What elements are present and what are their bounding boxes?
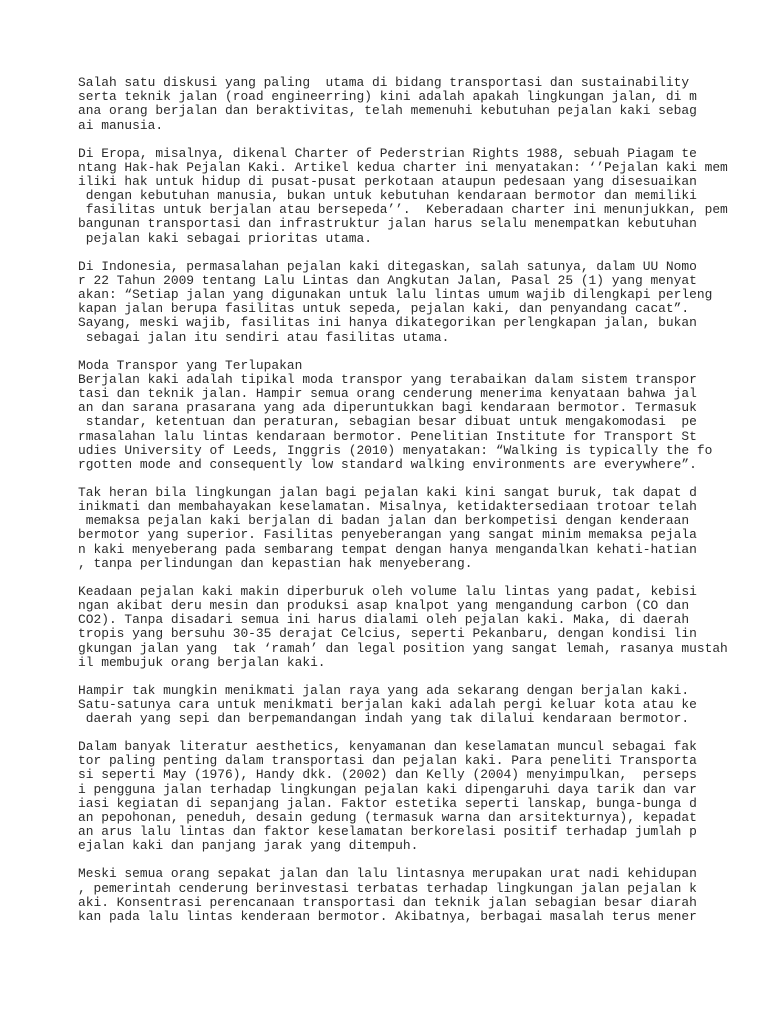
text-line: memaksa pejalan kaki berjalan di badan jalan dan berkompetisi dengan kenderaan [78,513,690,529]
text-line: rmasalahan lalu lintas kendaraan bermotor. Penelitian Institute for Transport St [78,428,697,444]
text-line: pejalan kaki sebagai prioritas utama. [78,230,372,246]
paragraph-2 [78,147,768,246]
text-line: standar, ketentuan dan peraturan, sebagian besar dibuat untuk mengakomodasi pe [78,414,697,430]
text-line: n kaki menyeberang pada sembarang tempat dengan hanya mengandalkan kehati-hatian [78,541,697,557]
text-line: kan pada lalu lintas kenderaan bermotor. Akibatnya, berbagai masalah terus mener [78,908,697,924]
text-line: si seperti May (1976), Handy dkk. (2002) dan Kelly (2004) menyimpulkan, perseps [78,767,697,783]
text-line: an dan sarana prasarana yang ada diperuntukkan bagi kendaraan bermotor. Termasuk [78,400,697,416]
text-line: gkungan jalan yang tak ‘ramah’ dan legal position yang sangat lemah, rasanya mustah [78,640,728,656]
paragraph-8 [78,740,768,854]
text-line: aki. Konsentrasi perencanaan transportasi dan teknik jalan sebagian besar diarah [78,894,697,910]
text-line: serta teknik jalan (road engineerring) kini adalah apakah lingkungan jalan, di m [78,89,697,105]
text-line: tasi dan teknik jalan. Hampir semua orang cenderung menerima kenyataan bahwa jal [78,385,697,401]
text-line: rgotten mode and consequently low standard walking environments are everywhere”. [78,456,697,472]
text-line: , pemerintah cenderung berinvestasi terbatas terhadap lingkungan jalan pejalan k [78,880,697,896]
text-line: an pepohonan, peneduh, desain gedung (termasuk warna dan arsitekturnya), kepadat [78,810,697,826]
text-line: inikmati dan membahayakan keselamatan. Misalnya, ketidaktersediaan trotoar telah [78,499,697,515]
text-line: akan: “Setiap jalan yang digunakan untuk lalu lintas umum wajib dilengkapi perleng [78,287,713,303]
paragraph-9 [78,867,768,924]
text-line: dengan kebutuhan manusia, bukan untuk kebutuhan kendaraan bermotor dan memiliki [78,188,697,204]
text-line: i pengguna jalan terhadap lingkungan pejalan kaki dipengaruhi daya tarik dan var [78,781,697,797]
text-line: ntang Hak-hak Pejalan Kaki. Artikel kedua charter ini menyatakan: ‘’Pejalan kaki mem [78,159,728,175]
text-line: ai manusia. [78,117,164,133]
text-line: Salah satu diskusi yang paling utama di bidang transportasi dan sustainability [78,75,690,90]
text-line: Berjalan kaki adalah tipikal moda transpor yang terabaikan dalam sistem transpor [78,371,697,387]
paragraph-6 [78,585,768,670]
paragraph-5 [78,486,768,571]
text-line: Dalam banyak literatur aesthetics, kenyamanan dan keselamatan muncul sebagai fak [78,739,697,755]
text-line: udies University of Leeds, Inggris (2010) menyatakan: “Walking is typically the fo [78,442,713,458]
text-line: kapan jalan berupa fasilitas untuk sepeda, pejalan kaki, dan penyandang cacat”. [78,301,690,317]
text-line: Tak heran bila lingkungan jalan bagi pejalan kaki kini sangat buruk, tak dapat d [78,484,697,500]
text-line: , tanpa perlindungan dan kepastian hak menyeberang. [78,555,473,571]
text-line: tor paling penting dalam transportasi dan pejalan kaki. Para peneliti Transporta [78,753,697,769]
paragraph-4 [78,359,768,473]
text-line: Keadaan pejalan kaki makin diperburuk oleh volume lalu lintas yang padat, kebisi [78,583,697,599]
text-line: ejalan kaki dan panjang jarak yang ditempuh. [78,838,419,854]
text-line: tropis yang bersuhu 30-35 derajat Celcius, seperti Pekanbaru, dengan kondisi lin [78,626,697,642]
text-line: an arus lalu lintas dan faktor keselamatan berkorelasi positif terhadap jumlah p [78,824,697,840]
text-line: fasilitas untuk berjalan atau bersepeda’’. Keberadaan charter ini menunjukkan, pem [78,202,728,218]
text-line: Di Indonesia, permasalahan pejalan kaki ditegaskan, salah satunya, dalam UU Nomo [78,258,697,274]
text-line: Meski semua orang sepakat jalan dan lalu lintasnya merupakan urat nadi kehidupan [78,866,697,882]
text-line: CO2). Tanpa disadari semua ini harus dialami oleh pejalan kaki. Maka, di daerah [78,612,690,628]
text-line: ana orang berjalan dan beraktivitas, telah memenuhi kebutuhan pejalan kaki sebag [78,103,697,119]
paragraph-7 [78,684,768,727]
text-line: Hampir tak mungkin menikmati jalan raya yang ada sekarang dengan berjalan kaki. [78,682,690,698]
article-body [78,76,768,938]
text-line: ngan akibat deru mesin dan produksi asap knalpot yang mengandung carbon (CO dan [78,597,690,613]
text-line: sebagai jalan itu sendiri atau fasilitas utama. [78,329,450,345]
text-line: il membujuk orang berjalan kaki. [78,654,326,670]
text-line: bangunan transportasi dan infrastruktur jalan harus selalu menempatkan kebutuhan [78,216,697,232]
text-line: daerah yang sepi dan berpemandangan indah yang tak dilalui kendaraan bermotor. [78,711,690,727]
text-line: Satu-satunya cara untuk menikmati berjalan kaki adalah pergi keluar kota atau ke [78,696,697,712]
section-heading: Moda Transpor yang Terlupakan [78,357,303,373]
text-line: Di Eropa, misalnya, dikenal Charter of Pederstrian Rights 1988, sebuah Piagam te [78,145,697,161]
text-line: bermotor yang superior. Fasilitas penyeberangan yang sangat minim memaksa pejala [78,527,697,543]
text-line: r 22 Tahun 2009 tentang Lalu Lintas dan Angkutan Jalan, Pasal 25 (1) yang menyat [78,272,697,288]
text-line: iasi kegiatan di sepanjang jalan. Faktor estetika seperti lanskap, bunga-bunga d [78,795,697,811]
paragraph-3 [78,260,768,345]
paragraph-1 [78,76,768,133]
text-line: iliki hak untuk hidup di pusat-pusat perkotaan ataupun pedesaan yang disesuaikan [78,173,697,189]
text-line: Sayang, meski wajib, fasilitas ini hanya dikategorikan perlengkapan jalan, bukan [78,315,697,331]
